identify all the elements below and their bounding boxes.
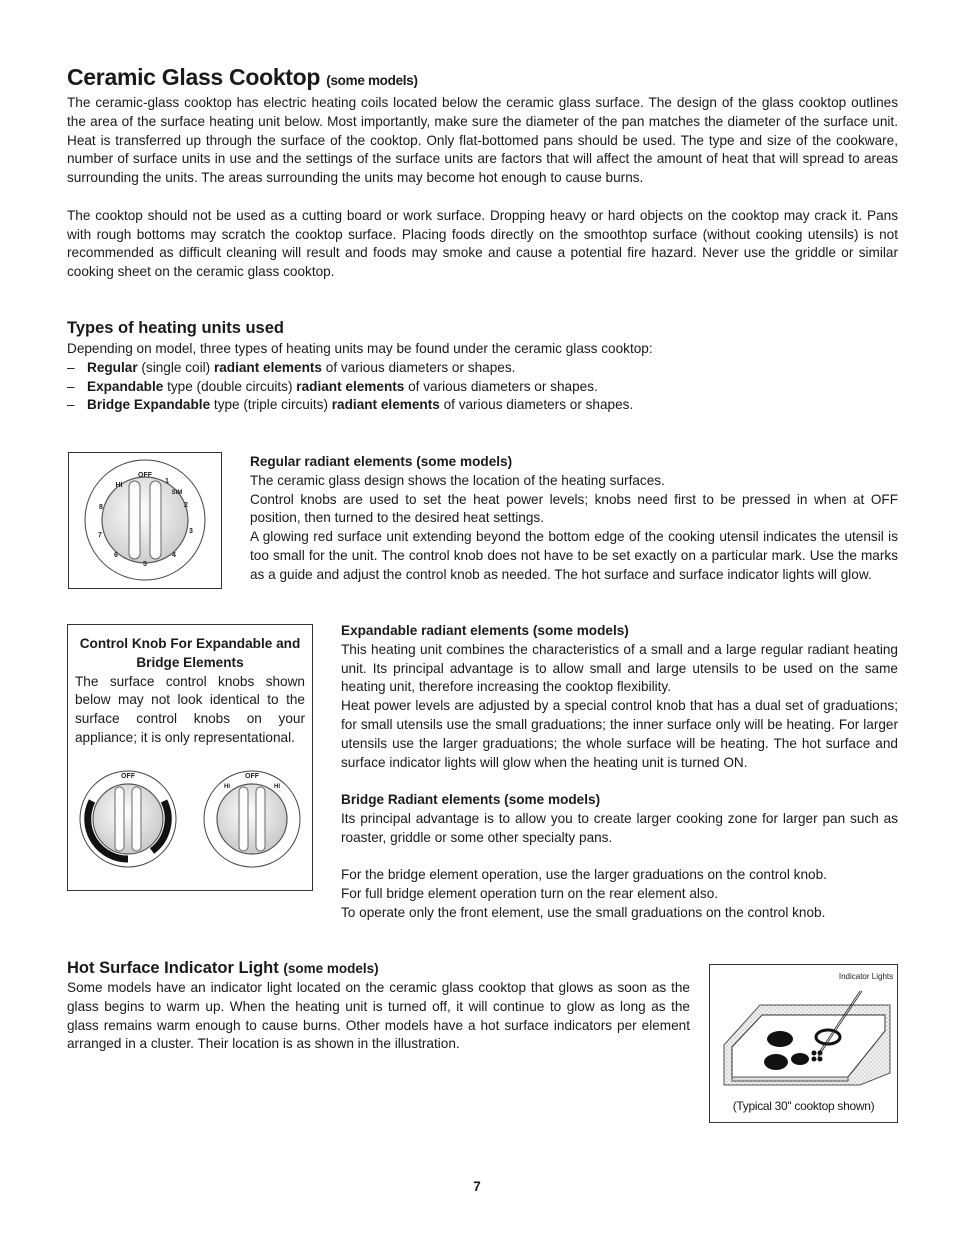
knob-label: 4 bbox=[172, 552, 176, 559]
types-intro: Depending on model, three types of heating units may be found under the ceramic glass cooktop: bbox=[67, 341, 653, 356]
knob-label: SIM bbox=[171, 490, 183, 496]
item-text: of various diameters or shapes. bbox=[439, 397, 634, 413]
expandable-heading: Expandable radiant elements (some models) bbox=[341, 623, 629, 638]
bridge-line: For full bridge element operation turn on the rear element also. bbox=[341, 886, 719, 902]
expandable-para: Heat power levels are adjusted by a special control knob that has a dual set of graduations; for small utensils use the small graduations; the inner surface only will be heating. For larger utensils use the larger graduations; the whole surface will be heating. The hot surface and surface indicator lights will glow when the heating unit is turned ON. bbox=[341, 698, 898, 770]
list-item bbox=[67, 396, 898, 415]
dual-knobs-icon bbox=[74, 767, 306, 877]
item-text: type (triple circuits) bbox=[210, 397, 332, 413]
list-item bbox=[67, 378, 898, 397]
knob-label: 3 bbox=[189, 528, 193, 535]
bridge-line: For the bridge element operation, use the larger graduations on the control knob. bbox=[341, 867, 827, 883]
item-term: Regular bbox=[87, 359, 138, 375]
item-text: type (double circuits) bbox=[163, 378, 297, 394]
types-heading: Types of heating units used bbox=[67, 319, 284, 337]
knob-label: HI bbox=[115, 482, 123, 489]
item-term: Bridge Expandable bbox=[87, 397, 211, 413]
page-title bbox=[67, 64, 898, 91]
knob-label: 1 bbox=[165, 478, 169, 485]
title-text: Ceramic Glass Cooktop bbox=[67, 64, 321, 90]
regular-knob-figure bbox=[68, 452, 222, 589]
knob-hi-label: HI bbox=[224, 784, 230, 790]
warning-paragraph: The cooktop should not be used as a cutting board or work surface. Dropping heavy or hard objects on the cooktop may crack it. Pans with rough bottoms may scratch the cooktop surface. Placing foods directly on the smoothtop surface (without cooking utensils) is not recommended as difficult cleaning will result and foods may smoke and cause a potential fire hazard. Never use the griddle or similar cooking sheet on the ceramic glass cooktop. bbox=[67, 207, 898, 280]
hot-surface-section bbox=[67, 959, 690, 1054]
regular-heading: Regular radiant elements (some models) bbox=[250, 454, 513, 469]
bridge-line: To operate only the front element, use the small graduations on the control knob. bbox=[341, 904, 826, 920]
item-text: (single coil) bbox=[137, 359, 214, 375]
cooktop-figure bbox=[709, 964, 898, 1123]
hot-surface-heading-text: Hot Surface Indicator Light bbox=[67, 959, 279, 977]
bridge-para: Its principal advantage is to allow you to create larger cooking zone for larger pan such as roaster, griddle or some other specialty pans. bbox=[341, 810, 898, 845]
list-item bbox=[67, 359, 898, 378]
types-list bbox=[67, 359, 898, 415]
intro-paragraph: The ceramic-glass cooktop has electric heating coils located below the ceramic glass surface. The design of the glass cooktop outlines the area of the surface heating unit below. Most importantly, make sure the diameter of the pan matches the diameter of the surface unit. Heat is transferred up through the surface of the cooktop. Only flat-bottomed pans should be used. The type and size of the cookware, number of surface units in use and the settings of the surface units are factors that will affect the amount of heat that will spread to areas surrounding the units. The areas surrounding the units may become hot enough to cause burns. bbox=[67, 95, 898, 186]
knob-label: 8 bbox=[99, 504, 103, 511]
item-text: of various diameters or shapes. bbox=[321, 359, 516, 375]
item-text: of various diameters or shapes. bbox=[404, 378, 598, 394]
regular-line: A glowing red surface unit extending beyond the bottom edge of the cooking utensil indicates the utensil is too small for the unit. The control knob does not have to be set exactly on a particular mark. Use the marks as a guide and adjust the control knob as needed. The hot surface and surface indicator lights will glow. bbox=[250, 529, 898, 582]
knob-label: 7 bbox=[98, 532, 102, 539]
hot-surface-heading bbox=[67, 959, 690, 978]
section-types bbox=[67, 319, 898, 415]
regular-line: Control knobs are used to set the heat power levels; knobs need first to be pressed in when at OFF position, then turned to the desired heat settings. bbox=[250, 491, 898, 526]
knob-box-text: The surface control knobs shown below may not look identical to the surface control knobs on your appliance; it is only representational. bbox=[75, 673, 305, 745]
expandable-para: This heating unit combines the characteristics of a small and a large regular radiant heating unit. Its principal advantage is to allow small and large utensils to be used on the same heating unit, therefore increasing the cooktop flexibility. bbox=[341, 641, 898, 695]
cooktop-icon bbox=[710, 965, 897, 1095]
knob-hi-label: HI bbox=[274, 784, 280, 790]
knob-box-title: Control Knob For Expandable and Bridge Elements bbox=[79, 636, 301, 670]
knob-off-label: OFF bbox=[121, 773, 135, 780]
title-note: (some models) bbox=[326, 73, 418, 88]
regular-elements-section bbox=[250, 453, 898, 585]
page-number: 7 bbox=[473, 1179, 481, 1194]
knob-label: 6 bbox=[114, 552, 118, 559]
knob-off-label: OFF bbox=[245, 773, 259, 780]
hot-surface-heading-note: (some models) bbox=[283, 961, 379, 976]
regular-line: The ceramic glass design shows the location of the heating surfaces. bbox=[250, 472, 665, 488]
expandable-knob-box bbox=[67, 624, 313, 891]
bridge-heading: Bridge Radiant elements (some models) bbox=[341, 792, 601, 808]
item-term: Expandable bbox=[87, 378, 164, 394]
expandable-bridge-section bbox=[341, 622, 898, 923]
knob-label: 2 bbox=[184, 502, 188, 509]
figure-caption: (Typical 30" cooktop shown) bbox=[732, 1099, 875, 1113]
knob-label: OFF bbox=[138, 472, 152, 479]
hot-surface-text: Some models have an indicator light located on the ceramic glass cooktop that glows as soon as the glass begins to warm up. When the heating unit is turned off, it will continue to glow as long as the glass remains warm enough to cause burns. Other models have a hot surface indicators per element arranged in a cluster. Their location is as shown in the illustration. bbox=[67, 980, 690, 1052]
item-term: radiant elements bbox=[331, 397, 440, 413]
item-term: radiant elements bbox=[296, 378, 405, 394]
indicator-lights-label: Indicator Lights bbox=[838, 972, 894, 981]
regular-knob-icon bbox=[69, 453, 221, 588]
item-term: radiant elements bbox=[213, 359, 322, 375]
section-ceramic-glass-cooktop bbox=[67, 64, 898, 282]
knob-label: 5 bbox=[143, 561, 147, 568]
